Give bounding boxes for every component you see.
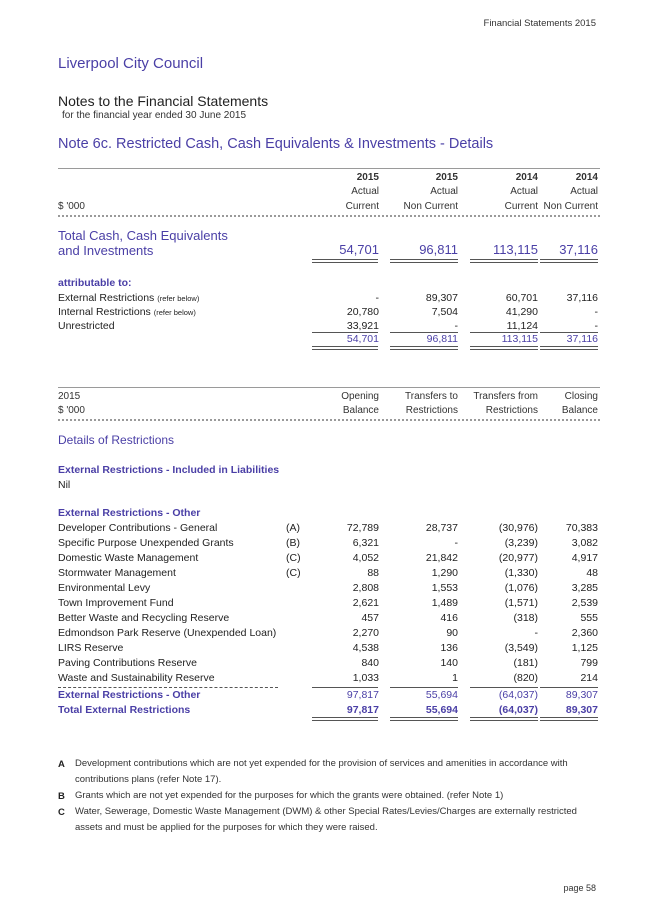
total-cash-value: 54,701 bbox=[339, 242, 379, 257]
sum-cell: 37,116 bbox=[566, 333, 598, 345]
col3-year: 2014 bbox=[515, 172, 538, 183]
total-ext-cell: 55,694 bbox=[425, 704, 458, 716]
cell: (3,239) bbox=[504, 537, 538, 549]
cell: 140 bbox=[440, 657, 458, 669]
row-label: Specific Purpose Unexpended Grants bbox=[58, 537, 234, 549]
cell: 88 bbox=[367, 567, 379, 579]
table2-head: Balance bbox=[342, 405, 379, 416]
cell: (30,976) bbox=[498, 522, 538, 534]
cell: 7,504 bbox=[431, 306, 458, 318]
cell: 799 bbox=[580, 657, 598, 669]
row-label: LIRS Reserve bbox=[58, 642, 124, 654]
footnote-key: A bbox=[58, 759, 65, 770]
total-underline bbox=[540, 259, 598, 263]
total-double-rule bbox=[390, 717, 458, 721]
footnote-key: B bbox=[58, 791, 65, 802]
table1-head-rule bbox=[58, 215, 600, 217]
total-ext-cell: 97,817 bbox=[346, 704, 379, 716]
footnote-key: C bbox=[58, 807, 65, 818]
table2-unit: $ '000 bbox=[58, 405, 85, 416]
subtotal-rule bbox=[58, 687, 278, 688]
table1-top-rule bbox=[58, 168, 600, 169]
cell: 60,701 bbox=[505, 292, 538, 304]
cell: 2,360 bbox=[571, 627, 598, 639]
col2-year: 2015 bbox=[435, 172, 458, 183]
subtotal-cell: 97,817 bbox=[346, 689, 379, 701]
cell: - bbox=[454, 320, 458, 332]
sum-cell: 96,811 bbox=[426, 333, 458, 345]
col1-year: 2015 bbox=[356, 172, 379, 183]
row-label: Unrestricted bbox=[58, 320, 115, 332]
col4-type: Actual bbox=[570, 186, 598, 197]
cell: 4,052 bbox=[352, 552, 379, 564]
total-double-rule bbox=[470, 717, 538, 721]
cell: 4,538 bbox=[352, 642, 379, 654]
subtotal-rule bbox=[390, 687, 458, 688]
col3-class: Current bbox=[504, 201, 538, 212]
note-title: Note 6c. Restricted Cash, Cash Equivalents & Investments - Details bbox=[58, 136, 494, 152]
total-double-rule bbox=[540, 717, 598, 721]
attributable-label: attributable to: bbox=[58, 277, 132, 289]
cell: (3,549) bbox=[504, 642, 538, 654]
cell: 11,124 bbox=[506, 320, 538, 332]
total-underline bbox=[470, 259, 538, 263]
footnote-text: Grants which are not yet expended for the purposes for which the grants were obtained. (refer Note 1) bbox=[75, 790, 504, 801]
col2-type: Actual bbox=[430, 186, 458, 197]
table2-head: Restrictions bbox=[405, 405, 458, 416]
cell: 37,116 bbox=[566, 292, 598, 304]
cell: 457 bbox=[361, 612, 379, 624]
details-title: Details of Restrictions bbox=[58, 433, 175, 447]
total-ext-cell: (64,037) bbox=[498, 704, 538, 716]
cell: 555 bbox=[580, 612, 598, 624]
row-label: Domestic Waste Management bbox=[58, 552, 199, 564]
ext-liab-value: Nil bbox=[58, 479, 71, 491]
table2-year: 2015 bbox=[58, 391, 81, 402]
cell: 1,033 bbox=[352, 672, 379, 684]
total-cash-label-line1: Total Cash, Cash Equivalents bbox=[58, 228, 228, 243]
cell: (1,076) bbox=[504, 582, 538, 594]
cell: 214 bbox=[580, 672, 598, 684]
col4-year: 2014 bbox=[575, 172, 598, 183]
cell: - bbox=[454, 537, 458, 549]
cell: 1,489 bbox=[431, 597, 458, 609]
cell: 3,285 bbox=[571, 582, 598, 594]
cell: 136 bbox=[440, 642, 458, 654]
total-cash-value: 37,116 bbox=[559, 242, 598, 257]
cell: (20,977) bbox=[498, 552, 538, 564]
col2-class: Non Current bbox=[403, 201, 458, 212]
row-note: (refer below) bbox=[153, 308, 196, 317]
table2-head: Balance bbox=[561, 405, 598, 416]
total-cash-label-line2: and Investments bbox=[58, 243, 154, 258]
sum-cell: 113,115 bbox=[501, 333, 538, 345]
row-note: (refer below) bbox=[157, 294, 200, 303]
table2-head: Transfers from bbox=[473, 391, 538, 402]
row-label: Better Waste and Recycling Reserve bbox=[58, 612, 230, 624]
cell: 2,808 bbox=[352, 582, 379, 594]
document-title: Notes to the Financial Statements bbox=[58, 93, 269, 109]
subtotal-cell: (64,037) bbox=[498, 689, 538, 701]
sum-double-rule bbox=[390, 346, 458, 350]
document-subtitle: for the financial year ended 30 June 2015 bbox=[62, 110, 247, 121]
total-underline bbox=[390, 259, 458, 263]
cell: - bbox=[375, 292, 379, 304]
running-header: Financial Statements 2015 bbox=[483, 18, 596, 29]
row-label: Edmondson Park Reserve (Unexpended Loan) bbox=[58, 627, 277, 639]
cell: 2,539 bbox=[571, 597, 598, 609]
cell: 840 bbox=[361, 657, 379, 669]
row-label: Internal Restrictions bbox=[58, 306, 151, 318]
cell: (318) bbox=[513, 612, 538, 624]
footnote-text: Water, Sewerage, Domestic Waste Management (DWM) & other Special Rates/Levies/Charges are externally restricted assets and must be applied for the purposes for which they were raised. bbox=[75, 806, 577, 833]
cell: 1,553 bbox=[431, 582, 458, 594]
ext-liab-title: External Restrictions - Included in Liabilities bbox=[58, 464, 280, 476]
cell: 1,290 bbox=[431, 567, 458, 579]
cell: 41,290 bbox=[505, 306, 538, 318]
row-label: Stormwater Management bbox=[58, 567, 176, 579]
cell: (1,330) bbox=[504, 567, 538, 579]
col1-type: Actual bbox=[351, 186, 379, 197]
table2-head: Closing bbox=[564, 391, 598, 402]
table2-top-rule bbox=[58, 387, 600, 388]
subtotal-cell: 89,307 bbox=[565, 689, 598, 701]
cell: - bbox=[594, 320, 598, 332]
cell: 72,789 bbox=[346, 522, 379, 534]
page-number: page 58 bbox=[563, 883, 596, 893]
row-label: Waste and Sustainability Reserve bbox=[58, 672, 215, 684]
table2-head: Transfers to bbox=[405, 391, 458, 402]
cell: 1,125 bbox=[571, 642, 598, 654]
row-label: External Restrictions bbox=[58, 292, 155, 304]
table1-unit: $ '000 bbox=[58, 201, 85, 212]
cell: 90 bbox=[446, 627, 458, 639]
cell: 1 bbox=[452, 672, 458, 684]
sum-double-rule bbox=[312, 346, 378, 350]
cell: 20,780 bbox=[346, 306, 379, 318]
subtotal-rule bbox=[312, 687, 378, 688]
row-ref: (B) bbox=[286, 537, 300, 549]
table2-head: Restrictions bbox=[485, 405, 538, 416]
cell: 89,307 bbox=[425, 292, 458, 304]
cell: 6,321 bbox=[352, 537, 379, 549]
cell: 416 bbox=[440, 612, 458, 624]
row-ref: (A) bbox=[286, 522, 300, 534]
subtotal-cell: 55,694 bbox=[425, 689, 458, 701]
sum-cell: 54,701 bbox=[346, 333, 379, 345]
cell: - bbox=[534, 627, 538, 639]
subtotal-rule bbox=[540, 687, 598, 688]
sum-double-rule bbox=[470, 346, 538, 350]
row-label: Paving Contributions Reserve bbox=[58, 657, 197, 669]
row-ref: (C) bbox=[286, 567, 301, 579]
cell: 2,621 bbox=[352, 597, 379, 609]
cell: 70,383 bbox=[565, 522, 598, 534]
cell: 48 bbox=[586, 567, 598, 579]
cell: 21,842 bbox=[425, 552, 458, 564]
total-underline bbox=[312, 259, 378, 263]
total-cash-value: 96,811 bbox=[419, 242, 458, 257]
cell: 2,270 bbox=[352, 627, 379, 639]
col4-class: Non Current bbox=[543, 201, 598, 212]
cell: (820) bbox=[513, 672, 538, 684]
footnote-text: Development contributions which are not yet expended for the provision of services and amenities in accordance with contributions plans (refer Note 17). bbox=[75, 758, 568, 785]
cell: - bbox=[594, 306, 598, 318]
ext-other-title: External Restrictions - Other bbox=[58, 507, 201, 519]
col1-class: Current bbox=[345, 201, 379, 212]
total-ext-label: Total External Restrictions bbox=[58, 704, 191, 716]
table2-head: Opening bbox=[341, 391, 379, 402]
total-double-rule bbox=[312, 717, 378, 721]
cell: (1,571) bbox=[504, 597, 538, 609]
total-cash-value: 113,115 bbox=[492, 242, 538, 257]
cell: 28,737 bbox=[425, 522, 458, 534]
row-label: Environmental Levy bbox=[58, 582, 151, 594]
subtotal-rule bbox=[470, 687, 538, 688]
cell: (181) bbox=[513, 657, 538, 669]
organisation-name: Liverpool City Council bbox=[58, 55, 204, 72]
cell: 33,921 bbox=[346, 320, 379, 332]
row-ref: (C) bbox=[286, 552, 301, 564]
cell: 3,082 bbox=[571, 537, 598, 549]
row-label: Developer Contributions - General bbox=[58, 522, 218, 534]
total-ext-cell: 89,307 bbox=[565, 704, 598, 716]
table2-head-rule bbox=[58, 419, 600, 421]
sum-double-rule bbox=[540, 346, 598, 350]
subtotal-label: External Restrictions - Other bbox=[58, 689, 201, 701]
col3-type: Actual bbox=[510, 186, 538, 197]
row-label: Town Improvement Fund bbox=[58, 597, 174, 609]
cell: 4,917 bbox=[571, 552, 598, 564]
